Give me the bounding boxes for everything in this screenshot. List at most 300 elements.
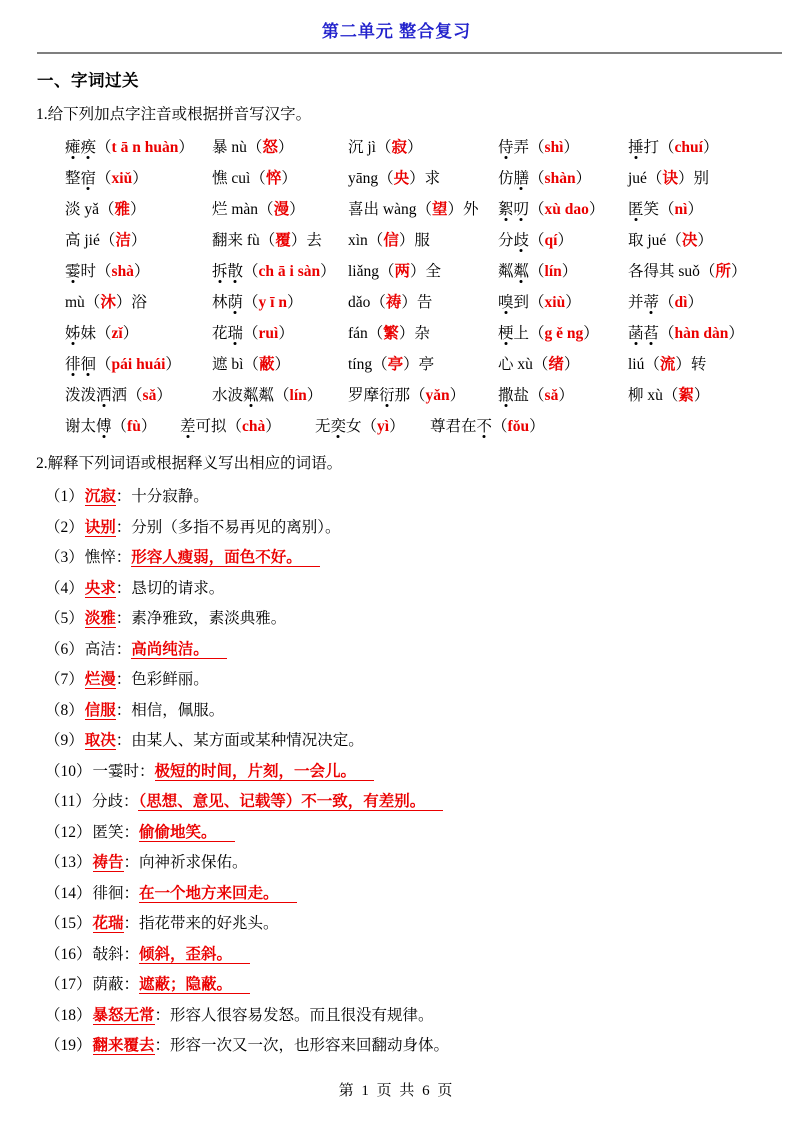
dotted-char: 霎	[65, 259, 81, 281]
definition-item	[45, 940, 793, 971]
definition-text: 形容人很容易发怒。而且很没有规律。	[170, 1006, 434, 1024]
colon: ：	[154, 1037, 171, 1054]
pinyin-row	[65, 316, 783, 347]
header-rule	[37, 52, 782, 54]
pinyin-item	[212, 197, 348, 219]
dotted-char: 洒	[96, 383, 112, 405]
prompt-text: 烂 màn（	[212, 200, 274, 218]
pinyin-item	[628, 352, 783, 374]
prompt-text: 喜出 wàng（	[348, 200, 432, 218]
prompt-text: ）告	[401, 293, 433, 311]
answer-text: chà	[242, 417, 266, 435]
prompt-text: ）	[274, 355, 290, 373]
definition-item	[45, 726, 793, 757]
dotted-char: 不	[477, 414, 493, 436]
prompt-text: 沉 jì（	[348, 138, 392, 156]
answer-text: 望	[431, 200, 448, 218]
item-number: （5）	[45, 610, 84, 627]
item-number: （17）	[45, 976, 92, 993]
definition-text: 形容人瘦弱，面色不好。	[131, 549, 320, 567]
dotted-char: 差	[180, 414, 196, 436]
dotted-char: 瘫	[65, 135, 81, 157]
pinyin-item	[65, 135, 212, 157]
colon: ：	[115, 640, 132, 658]
pinyin-item	[212, 228, 348, 250]
prompt-text: 柳 xù（	[628, 386, 679, 404]
colon: ：	[115, 549, 132, 566]
prompt-text: ）	[265, 417, 281, 435]
pinyin-item	[498, 383, 628, 405]
colon: ：	[115, 579, 132, 597]
pinyin-item	[628, 290, 783, 312]
dotted-char: 荫	[228, 290, 244, 312]
prompt-text: ）	[306, 386, 323, 404]
prompt-text: ）杂	[398, 324, 430, 342]
answer-text: g ě ng	[544, 324, 584, 342]
prompt-text: 谢太	[65, 417, 97, 435]
prompt-text: ）转	[675, 355, 707, 373]
item-number: （3）	[45, 549, 84, 566]
dotted-char: 匿	[628, 197, 644, 219]
pinyin-item	[628, 228, 783, 250]
dotted-char: 嗅	[498, 290, 514, 312]
prompt-text: 时（	[80, 262, 112, 280]
definition-text: 分别（多指不易再见的离别）。	[131, 518, 341, 536]
prompt-text: ）	[529, 417, 545, 435]
term-text: 匿笑	[92, 823, 124, 841]
answer-text: hàn dàn	[674, 324, 729, 342]
answer-text: 沐	[100, 293, 116, 311]
prompt-text: （	[96, 355, 112, 373]
colon: ：	[123, 915, 140, 932]
definition-item	[45, 787, 793, 818]
pinyin-row	[65, 192, 783, 223]
term-text: 荫蔽	[92, 976, 124, 993]
pinyin-row	[65, 161, 783, 192]
prompt-text: ）	[687, 293, 703, 311]
prompt-text: ）	[561, 262, 578, 280]
prompt-text: （	[529, 262, 545, 280]
item-number: （2）	[45, 518, 84, 536]
pinyin-item	[628, 166, 783, 188]
prompt-text: ）	[132, 169, 148, 187]
definition-item	[45, 665, 793, 696]
definition-text: 向神祈求保佑。	[139, 854, 248, 871]
dotted-char: 侍	[498, 135, 514, 157]
prompt-text: ）	[407, 138, 423, 156]
answer-text: yì	[377, 417, 390, 435]
dotted-char: 膳	[514, 166, 530, 188]
answer-text: 悴	[265, 169, 282, 187]
prompt-text: （	[111, 417, 128, 435]
definition-text: 偷偷地笑。	[139, 824, 235, 842]
answer-text: shàn	[544, 169, 576, 187]
term-text: 憔悴	[84, 549, 116, 566]
prompt-text: ）	[565, 293, 581, 311]
pinyin-row	[65, 130, 783, 161]
term-text: 祷告	[92, 854, 124, 871]
pinyin-item	[498, 259, 628, 281]
pinyin-item	[498, 197, 628, 219]
prompt-text: 可拟（	[195, 417, 243, 435]
pinyin-item	[65, 321, 212, 343]
colon: ：	[123, 884, 140, 902]
dotted-char: 姊	[65, 321, 81, 343]
term-text: 分歧	[91, 793, 123, 810]
prompt-text: ）	[130, 200, 146, 218]
pinyin-item	[348, 166, 498, 188]
item-number: （15）	[45, 915, 92, 932]
prompt-text: ）	[178, 138, 194, 156]
prompt-text: （	[529, 169, 545, 187]
pinyin-item	[498, 135, 628, 157]
prompt-text: 尊君在	[430, 417, 477, 435]
definition-item	[45, 757, 793, 788]
prompt-text: ）	[281, 169, 297, 187]
pinyin-item	[65, 166, 212, 188]
definition-text: 高尚纯洁。	[131, 641, 227, 659]
pinyin-row	[65, 409, 783, 440]
term-text: 沉寂	[84, 488, 116, 505]
prompt-text: mù（	[65, 293, 101, 311]
colon: ：	[115, 732, 132, 749]
answer-text: 决	[681, 231, 698, 249]
answer-text: shì	[544, 138, 564, 156]
pinyin-item	[498, 228, 628, 250]
prompt-text: ）服	[398, 231, 430, 249]
prompt-text: 遮 bì（	[212, 355, 259, 373]
answer-text: 诀	[662, 169, 678, 187]
pinyin-item	[628, 383, 783, 405]
prompt-text: ）	[133, 262, 150, 280]
pinyin-item	[212, 166, 348, 188]
term-text: 暴怒无常	[92, 1006, 155, 1024]
pinyin-item	[315, 414, 430, 436]
prompt-text: （	[529, 231, 545, 249]
prompt-text: （	[659, 293, 675, 311]
prompt-text: ）	[277, 138, 294, 156]
answer-text: 流	[659, 355, 676, 373]
answer-text: t ā n huàn	[111, 138, 179, 156]
answer-text: xiù	[544, 293, 566, 311]
definition-text: 素净雅致，素淡典雅。	[131, 610, 287, 627]
term-text: 诀别	[84, 518, 116, 536]
prompt-text: ）	[563, 355, 580, 373]
prompt-text: ）	[278, 324, 294, 342]
pinyin-item	[430, 414, 783, 436]
term-text: 淡雅	[84, 610, 116, 627]
prompt-text: dǎo（	[348, 293, 386, 311]
prompt-text: liǎng（	[348, 262, 395, 280]
answer-text: xù dao	[544, 200, 589, 218]
item-number: （14）	[45, 884, 92, 902]
prompt-text: ）	[320, 262, 336, 280]
pinyin-row	[65, 285, 783, 316]
prompt-text: 取 jué（	[628, 231, 682, 249]
pinyin-item	[628, 321, 783, 343]
dotted-char: 梗	[498, 321, 514, 343]
prompt-text: （	[659, 324, 675, 342]
definition-item	[45, 482, 793, 513]
dotted-char: 蒂	[644, 290, 660, 312]
prompt-text: 到（	[513, 293, 545, 311]
definition-item	[45, 513, 793, 544]
prompt-text: 上（	[513, 324, 545, 342]
prompt-text: 无	[315, 417, 331, 435]
prompt-text: ）	[165, 355, 181, 373]
item-number: （4）	[45, 579, 84, 597]
prompt-text: 高 jié（	[65, 231, 116, 249]
pinyin-row	[65, 254, 783, 285]
term-text: 信服	[84, 701, 116, 719]
prompt-text: ）	[289, 200, 305, 218]
prompt-text: （	[243, 324, 259, 342]
answer-text: 绪	[548, 355, 564, 373]
prompt-text: ）别	[677, 169, 709, 187]
prompt-text: 笑（	[643, 200, 675, 218]
pinyin-item	[212, 321, 348, 343]
prompt-text: （	[96, 169, 112, 187]
prompt-text: 盐（	[513, 386, 545, 404]
pinyin-item	[348, 135, 498, 157]
dotted-char: 萏	[644, 321, 660, 343]
term-text: 一霎时	[92, 762, 140, 780]
term-text: 花瑞	[92, 915, 124, 932]
item-number: （9）	[45, 732, 84, 749]
answer-text: yǎn	[425, 386, 450, 404]
pinyin-item	[65, 259, 212, 281]
prompt-text: liú（	[628, 355, 660, 373]
answer-text: lín	[544, 262, 562, 280]
answer-text: xiǔ	[111, 169, 133, 187]
dotted-char: 散	[228, 259, 244, 281]
prompt-text: ）	[122, 324, 139, 342]
answer-text: 洁	[115, 231, 131, 249]
prompt-text: 翻来 fù（	[212, 231, 276, 249]
term-text: 取决	[84, 732, 116, 749]
answer-text: lín	[289, 386, 307, 404]
dotted-char: 徊	[81, 352, 97, 374]
colon: ：	[139, 762, 155, 780]
term-text: 徘徊	[92, 884, 124, 902]
answer-text: 两	[394, 262, 411, 280]
colon: ：	[154, 1006, 171, 1024]
answer-text: zǐ	[111, 324, 123, 342]
pinyin-item	[348, 383, 498, 405]
colon: ：	[122, 793, 139, 810]
answer-text: fù	[127, 417, 141, 435]
term-text: 高洁	[84, 640, 116, 658]
item-number: （8）	[45, 701, 84, 719]
definitions-list	[45, 482, 793, 1062]
answer-text: qí	[544, 231, 558, 249]
definition-text: 极短的时间，片刻，一会儿。	[155, 763, 375, 781]
colon: ：	[115, 671, 132, 688]
definition-text: 相信，佩服。	[131, 701, 225, 719]
pinyin-item	[65, 414, 180, 436]
prompt-text: ）去	[290, 231, 322, 249]
pinyin-item	[628, 197, 783, 219]
prompt-text: ）	[730, 262, 747, 280]
answer-text: 祷	[385, 293, 402, 311]
definition-text: 指花带来的好兆头。	[139, 915, 279, 932]
pinyin-item	[212, 259, 348, 281]
prompt-text: （	[243, 293, 259, 311]
prompt-text: 仿	[498, 169, 514, 187]
prompt-text: ）	[557, 231, 573, 249]
pinyin-item	[348, 290, 498, 312]
definition-item	[45, 909, 793, 940]
dotted-char: 菡	[628, 321, 644, 343]
pinyin-item	[212, 352, 348, 374]
colon: ：	[115, 610, 132, 627]
prompt-text: 妹（	[80, 324, 112, 342]
item-number: （18）	[45, 1006, 92, 1024]
prompt-text: 打（	[643, 138, 675, 156]
answer-text: 蔽	[258, 355, 275, 373]
prompt-text: xìn（	[348, 231, 384, 249]
pinyin-item	[498, 352, 628, 374]
dotted-char: 拆	[212, 259, 228, 281]
definition-item	[45, 818, 793, 849]
item-number: （11）	[45, 793, 91, 810]
definition-item	[45, 635, 793, 666]
colon: ：	[115, 518, 132, 536]
prompt-text: 各得其 suǒ（	[628, 262, 716, 280]
prompt-text: 淡 yǎ（	[65, 200, 115, 218]
prompt-text: 分	[498, 231, 514, 249]
pinyin-row	[65, 347, 783, 378]
item-number: （6）	[45, 640, 84, 658]
dotted-char: 傅	[96, 414, 112, 436]
answer-text: 絮	[678, 386, 694, 404]
prompt-text: 女（	[346, 417, 378, 435]
prompt-text: ）	[286, 293, 303, 311]
prompt-text: 暴 nù（	[212, 138, 263, 156]
prompt-text: 洒（	[111, 386, 143, 404]
term-text: 翻来覆去	[92, 1037, 155, 1054]
definition-item	[45, 696, 793, 727]
answer-text: shà	[111, 262, 134, 280]
answer-text: 漫	[273, 200, 290, 218]
prompt-text: fán（	[348, 324, 384, 342]
pinyin-row	[65, 223, 783, 254]
dotted-char: 宿	[81, 166, 97, 188]
answer-text: 雅	[114, 200, 131, 218]
dotted-char: 衍	[379, 383, 395, 405]
prompt-text: ）	[687, 200, 703, 218]
answer-text: 覆	[275, 231, 291, 249]
prompt-text: 并	[628, 293, 644, 311]
answer-text: 所	[715, 262, 731, 280]
answer-text: pái huái	[111, 355, 166, 373]
answer-text: ch ā i sàn	[258, 262, 321, 280]
prompt-text: 林	[212, 293, 228, 311]
prompt-text: 心 xù（	[498, 355, 549, 373]
pinyin-item	[65, 290, 212, 312]
prompt-text: （	[96, 138, 112, 156]
pinyin-item	[628, 259, 783, 281]
definition-text: 十分寂静。	[131, 488, 209, 505]
prompt-text: ）	[588, 200, 605, 218]
section1-heading: 一、字词过关	[37, 71, 139, 90]
definition-text: （思想、意见、记载等）不一致，有差别。	[138, 793, 443, 811]
prompt-text: ）外	[447, 200, 479, 218]
term-text: 敧斜	[92, 945, 124, 963]
prompt-text: 那（	[394, 386, 426, 404]
prompt-text: tíng（	[348, 355, 388, 373]
section2-instruction: 2.解释下列词语或根据释义写出相应的词语。	[36, 455, 343, 472]
prompt-text: 花	[212, 324, 228, 342]
prompt-text: ）	[728, 324, 744, 342]
item-number: （1）	[45, 488, 84, 505]
pinyin-item	[348, 259, 498, 281]
prompt-text: ）	[575, 169, 592, 187]
document-title: 第二单元 整合复习	[321, 22, 472, 41]
definition-item	[45, 604, 793, 635]
prompt-text: ）	[583, 324, 599, 342]
prompt-text: ）	[558, 386, 574, 404]
prompt-text: ）亭	[403, 355, 435, 373]
item-number: （12）	[45, 823, 92, 841]
answer-text: 繁	[383, 324, 399, 342]
prompt-text: 粼	[498, 262, 514, 280]
prompt-text: jué（	[628, 169, 663, 187]
answer-text: ruì	[258, 324, 279, 342]
pinyin-item	[180, 414, 315, 436]
colon: ：	[123, 823, 140, 841]
definition-item	[45, 574, 793, 605]
pinyin-item	[628, 135, 783, 157]
pinyin-item	[348, 228, 498, 250]
prompt-text: （	[529, 200, 545, 218]
definition-text: 形容一次又一次，也形容来回翻动身体。	[170, 1037, 450, 1054]
item-number: （7）	[45, 671, 84, 688]
item-number: （19）	[45, 1037, 92, 1054]
prompt-text: ）求	[409, 169, 441, 187]
definition-item	[45, 1001, 793, 1032]
answer-text: 怒	[262, 138, 278, 156]
colon: ：	[123, 945, 140, 963]
prompt-text: ）浴	[115, 293, 147, 311]
prompt-text: （	[492, 417, 508, 435]
term-text: 烂漫	[84, 671, 116, 688]
prompt-text: 罗摩	[348, 386, 380, 404]
colon: ：	[123, 976, 140, 993]
definition-text: 由某人、某方面或某种情况决定。	[131, 732, 364, 749]
pinyin-item	[498, 290, 628, 312]
prompt-text: ）	[693, 386, 710, 404]
dotted-char: 歧	[514, 228, 530, 250]
pinyin-grid	[65, 130, 783, 440]
prompt-text: ）	[563, 138, 580, 156]
prompt-text: ）	[389, 417, 405, 435]
dotted-char: 痪	[81, 135, 97, 157]
pinyin-item	[212, 383, 348, 405]
answer-text: 寂	[391, 138, 408, 156]
dotted-char: 絮	[498, 197, 514, 219]
definition-text: 恳切的请求。	[131, 579, 225, 597]
pinyin-item	[65, 352, 212, 374]
item-number: （13）	[45, 854, 92, 871]
dotted-char: 粼	[243, 383, 259, 405]
item-number: （16）	[45, 945, 92, 963]
dotted-char: 瑞	[228, 321, 244, 343]
prompt-text: ）全	[410, 262, 442, 280]
dotted-char: 奕	[331, 414, 347, 436]
prompt-text: 粼（	[258, 386, 290, 404]
prompt-text: 整	[65, 169, 81, 187]
